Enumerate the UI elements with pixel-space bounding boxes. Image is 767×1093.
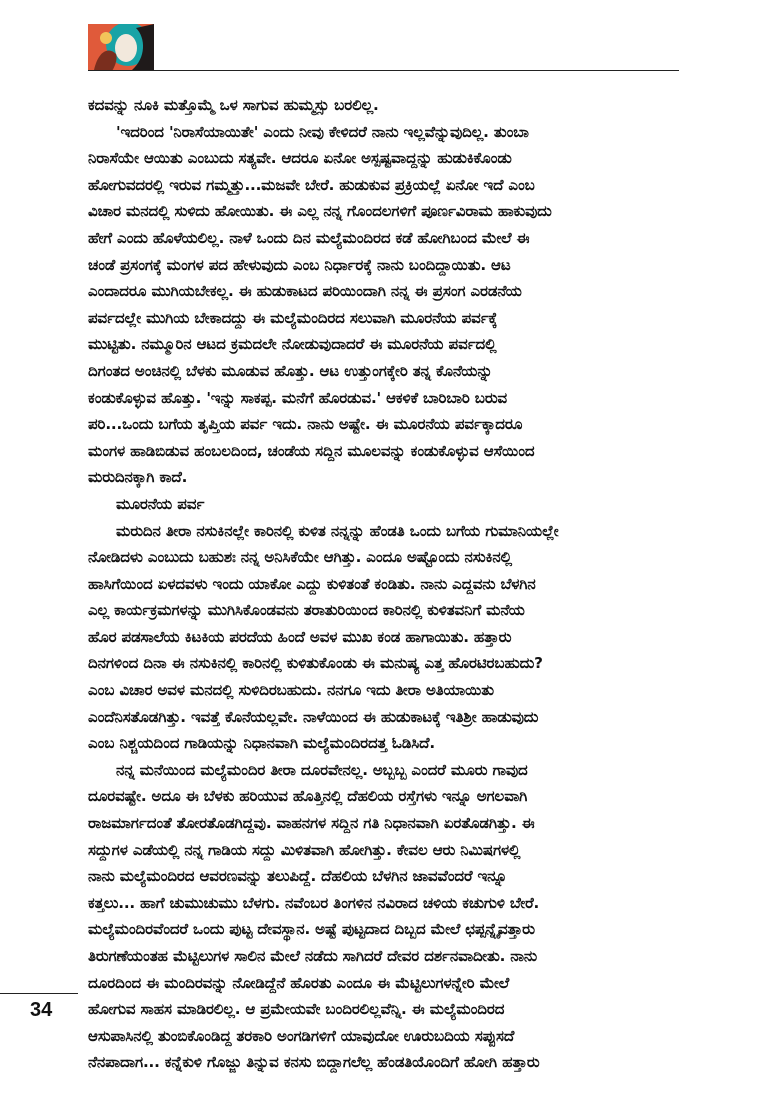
paragraph-line: ಹೊರ ಪಡಸಾಲೆಯ ಕಿಟಕಿಯ ಪರದೆಯ ಹಿಂದೆ ಅವಳ ಮುಖ ಕಂಡ ಹಾಗಾಯಿತು. ಹತ್ತಾರು: [88, 627, 512, 646]
paragraph-line: ಪರ್ವದಲ್ಲೇ ಮುಗಿಯ ಬೇಕಾದದ್ದು ಈ ಮಲ್ಯೆಮಂದಿರದ ಸಲುವಾಗಿ ಮೂರನೆಯ ಪರ್ವಕ್ಕೆ: [88, 308, 498, 327]
paragraph-line: ಎಂಬ ವಿಚಾರ ಅವಳ ಮನದಲ್ಲಿ ಸುಳಿದಿರಬಹುದು. ನನಗೂ ಇದು ತೀರಾ ಅತಿಯಾಯಿತು: [88, 681, 494, 700]
paragraph-line: ನನ್ನ ಮನೆಯಿಂದ ಮಲ್ಯೆಮಂದಿರ ತೀರಾ ದೂರವೇನಲ್ಲ. ಅಬ್ಬಬ್ಬ ಎಂದರೆ ಮೂರು ಗಾವುದ: [116, 760, 528, 779]
paragraph-line: ನೆನಪಾದಾಗ... ಕನ್ನೆಕುಳಿ ಗೊಜ್ಜು ತಿನ್ನುವ ಕನಸು ಬಿದ್ದಾಗಲೆಲ್ಲ ಹೆಂಡತಿಯೊಂದಿಗೆ ಹೋಗಿ ಹತ್ತಾರು: [88, 1053, 540, 1072]
paragraph-line: ನಿರಾಸೆಯೇ ಆಯಿತು ಎಂಬುದು ಸತ್ಯವೇ. ಆದರೂ ಏನೋ ಅಸ್ಪಷ್ಟವಾದ್ದನ್ನು ಹುಡುಕಿಕೊಂಡು: [88, 149, 512, 168]
paragraph-line: ದಿಗಂತದ ಅಂಚಿನಲ್ಲಿ ಬೆಳಕು ಮೂಡುವ ಹೊತ್ತು. ಆಟ ಉತ್ತುಂಗಕ್ಕೇರಿ ತನ್ನ ಕೊನೆಯನ್ನು: [88, 361, 493, 380]
logo-sun-shape: [100, 32, 112, 44]
paragraph-line: ಹೋಗುವದರಲ್ಲಿ ಇರುವ ಗಮ್ಮತ್ತು...ಮಜವೇ ಬೇರೆ. ಹುಡುಕುವ ಪ್ರಕ್ರಿಯಲ್ಲೆ ಏನೋ ಇದೆ ಎಂಬ: [88, 175, 535, 194]
paragraph-line: ಹೇಗೆ ಎಂದು ಹೊಳೆಯಲಿಲ್ಲ. ನಾಳೆ ಒಂದು ದಿನ ಮಲ್ಯೆಮಂದಿರದ ಕಡೆ ಹೋಗಿಬಂದ ಮೇಲೆ ಈ: [88, 228, 530, 247]
paragraph-line: ಕತ್ತಲು... ಹಾಗೆ ಚುಮುಚುಮು ಬೆಳಗು. ನವೆಂಬರ ತಿಂಗಳಿನ ನವಿರಾದ ಚಳಿಯ ಕಚುಗುಳಿ ಬೇರೆ.: [88, 893, 540, 912]
footer-rule: [0, 993, 78, 994]
paragraph-line: ದೂರದಿಂದ ಈ ಮಂದಿರವನ್ನು ನೋಡಿದ್ದೆನೆ ಹೊರತು ಎಂದೂ ಈ ಮೆಟ್ಟಿಲುಗಳನ್ನೇರಿ ಮೇಲೆ: [88, 973, 510, 992]
paragraph-line: ಆಸುಪಾಸಿನಲ್ಲಿ ತುಂಬಿಕೊಂಡಿದ್ದ ತರಕಾರಿ ಅಂಗಡಿಗಳಿಗೆ ಯಾವುದೋ ಊರುಬದಿಯ ಸಪ್ಪುಸದೆ: [88, 1026, 515, 1045]
paragraph-line: ಮರುದಿನ ತೀರಾ ನಸುಕಿನಲ್ಲೇ ಕಾರಿನಲ್ಲಿ ಕುಳಿತ ನನ್ನನ್ನು ಹೆಂಡತಿ ಒಂದು ಬಗೆಯ ಗುಮಾನಿಯಲ್ಲೇ: [116, 521, 559, 540]
paragraph-line: ನೋಡಿದಳು ಎಂಬುದು ಬಹುಶಃ ನನ್ನ ಅನಿಸಿಕೆಯೇ ಆಗಿತ್ತು. ಎಂದೂ ಅಷ್ಟೊಂದು ನಸುಕಿನಲ್ಲಿ: [88, 548, 512, 567]
paragraph-line: ಮರುದಿನಕ್ಕಾಗಿ ಕಾದೆ.: [88, 468, 188, 487]
paragraph-line: ಎಂದೆನಿಸತೊಡಗಿತ್ತು. ಇವತ್ತೆ ಕೊನೆಯಲ್ಲವೇ. ನಾಳೆಯಿಂದ ಈ ಹುಡುಕಾಟಕ್ಕೆ ಇತಿಶ್ರೀ ಹಾಡುವುದು: [88, 707, 539, 726]
paragraph-line: ಪರಿ...ಒಂದು ಬಗೆಯ ತೃಪ್ತಿಯ ಪರ್ವ ಇದು. ನಾನು ಅಷ್ಟೇ. ಈ ಮೂರನೆಯ ಪರ್ವಕ್ಕಾದರೂ: [88, 415, 523, 434]
paragraph-line: ಮೂರನೆಯ ಪರ್ವ: [116, 494, 205, 513]
paragraph-line: ಮಂಗಳ ಹಾಡಿಬಿಡುವ ಹಂಬಲದಿಂದ, ಚಂಡೆಯ ಸದ್ದಿನ ಮೂಲವನ್ನು ಕಂಡುಕೊಳ್ಳುವ ಆಸೆಯಿಂದ: [88, 441, 535, 460]
paragraph-line: ಕದವನ್ನು ನೂಕಿ ಮತ್ತೊಮ್ಮೆ ಒಳ ಸಾಗುವ ಹುಮ್ಮಸ್ಸು ಬರಲಿಲ್ಲ.: [88, 96, 379, 114]
article-body: [88, 92, 688, 1076]
paragraph-line: ಮುಟ್ಟಿತು. ನಮ್ಮೂರಿನ ಆಟದ ಕ್ರಮದಲೇ ನೋಡುವುದಾದರೆ ಈ ಮೂರನೆಯ ಪರ್ವದಲ್ಲಿ: [88, 335, 497, 354]
paragraph-line: ಎಂದಾದರೂ ಮುಗಿಯಬೇಕಲ್ಲ. ಈ ಹುಡುಕಾಟದ ಪರಿಯಿಂದಾಗಿ ನನ್ನ ಈ ಪ್ರಸಂಗ ಎರಡನೆಯ: [88, 282, 522, 301]
paragraph-line: ದೂರವಷ್ಟೇ. ಅದೂ ಈ ಬೆಳಕು ಹರಿಯುವ ಹೊತ್ತಿನಲ್ಲಿ ದೆಹಲಿಯ ರಸ್ತೆಗಳು ಇನ್ನೂ ಅಗಲವಾಗಿ: [88, 787, 528, 806]
paragraph-line: ಎಲ್ಲ ಕಾರ್ಯಕ್ರಮಗಳನ್ನು ಮುಗಿಸಿಕೊಂಡವನು ತರಾತುರಿಯಿಂದ ಕಾರಿನಲ್ಲಿ ಕುಳಿತವನಿಗೆ ಮನೆಯ: [88, 601, 525, 620]
paragraph-line: ಚಂಡೆ ಪ್ರಸಂಗಕ್ಕೆ ಮಂಗಳ ಪದ ಹೇಳುವುದು ಎಂಬ ನಿರ್ಧಾರಕ್ಕೆ ನಾನು ಬಂದಿದ್ದಾಯಿತು. ಆಟ: [88, 255, 511, 274]
paragraph-line: ದಿನಗಳಿಂದ ದಿನಾ ಈ ನಸುಕಿನಲ್ಲಿ ಕಾರಿನಲ್ಲಿ ಕುಳಿತುಕೊಂಡು ಈ ಮನುಷ್ಯ ಎತ್ತ ಹೊರಟಿರಬಹುದು?: [88, 654, 543, 673]
magazine-logo-icon: [88, 24, 154, 71]
header-rule: [88, 70, 679, 71]
page-number: 34: [30, 999, 53, 1021]
paragraph-line: ರಾಜಮಾರ್ಗದಂತೆ ತೋರತೊಡಗಿದ್ದವು. ವಾಹನಗಳ ಸದ್ದಿನ ಗತಿ ನಿಧಾನವಾಗಿ ಏರತೊಡಗಿತ್ತು. ಈ: [88, 814, 535, 833]
paragraph-line: ಎಂಬ ನಿಶ್ಚಯದಿಂದ ಗಾಡಿಯನ್ನು ನಿಧಾನವಾಗಿ ಮಲ್ಯೆಮಂದಿರದತ್ತ ಓಡಿಸಿದೆ.: [88, 734, 435, 753]
paragraph-line: ನಾನು ಮಲ್ಯೆಮಂದಿರದ ಆವರಣವನ್ನು ತಲುಪಿದ್ದೆ. ದೆಹಲಿಯ ಬೆಳಗಿನ ಜಾವವೆಂದರೆ ಇನ್ನೂ: [88, 867, 508, 886]
paragraph-line: 'ಇದರಿಂದ 'ನಿರಾಸೆಯಾಯಿತೇ' ಎಂದು ನೀವು ಕೇಳಿದರೆ ನಾನು ಇಲ್ಲವೆನ್ನುವುದಿಲ್ಲ. ತುಂಬಾ: [116, 122, 529, 141]
paragraph-line: ಮಲ್ಯೆಮಂದಿರವೆಂದರೆ ಒಂದು ಪುಟ್ಟ ದೇವಸ್ಥಾನ. ಅಷ್ಟೆ ಪುಟ್ಟದಾದ ದಿಬ್ಬದ ಮೇಲೆ ಛಪ್ಪನ್ನೈವತ್ತಾರು: [88, 920, 535, 939]
paragraph-line: ತಿರುಗಣೆಯಂತಹ ಮೆಟ್ಟಿಲುಗಳ ಸಾಲಿನ ಮೇಲೆ ನಡೆದು ಸಾಗಿದರೆ ದೇವರ ದರ್ಶನವಾದೀತು. ನಾನು: [88, 947, 537, 965]
paragraph-line: ವಿಚಾರ ಮನದಲ್ಲಿ ಸುಳಿದು ಹೋಯಿತು. ಈ ಎಲ್ಲ ನನ್ನ ಗೊಂದಲಗಳಿಗೆ ಪೂರ್ಣವಿರಾಮ ಹಾಕುವುದು: [88, 202, 552, 221]
paragraph-line: ಹಾಸಿಗೆಯಿಂದ ಏಳದವಳು ಇಂದು ಯಾಕೋ ಎದ್ದು ಕುಳಿತಂತೆ ಕಂಡಿತು. ನಾನು ಎದ್ದವನು ಬೆಳಗಿನ: [88, 574, 536, 593]
logo-face-shape: [115, 34, 137, 62]
paragraph-line: ಕಂಡುಕೊಳ್ಳುವ ಹೊತ್ತು. 'ಇನ್ನು ಸಾಕಪ್ಪ. ಮನೆಗೆ ಹೊರಡುವ.' ಆಕಳಿಕೆ ಬಾರಿಬಾರಿ ಬರುವ: [88, 388, 508, 407]
paragraph-line: ಸದ್ದುಗಳ ಎಡೆಯಲ್ಲಿ ನನ್ನ ಗಾಡಿಯ ಸದ್ದು ಮಿಳಿತವಾಗಿ ಹೋಗಿತ್ತು. ಕೇವಲ ಆರು ನಿಮಿಷಗಳಲ್ಲಿ: [88, 840, 521, 859]
magazine-logo-graphic: [88, 24, 154, 71]
paragraph-line: ಹೋಗುವ ಸಾಹಸ ಮಾಡಿರಲಿಲ್ಲ. ಆ ಪ್ರಮೇಯವೇ ಬಂದಿರಲಿಲ್ಲವೆನ್ನಿ. ಈ ಮಲ್ಯೆಮಂದಿರದ: [88, 1000, 505, 1019]
